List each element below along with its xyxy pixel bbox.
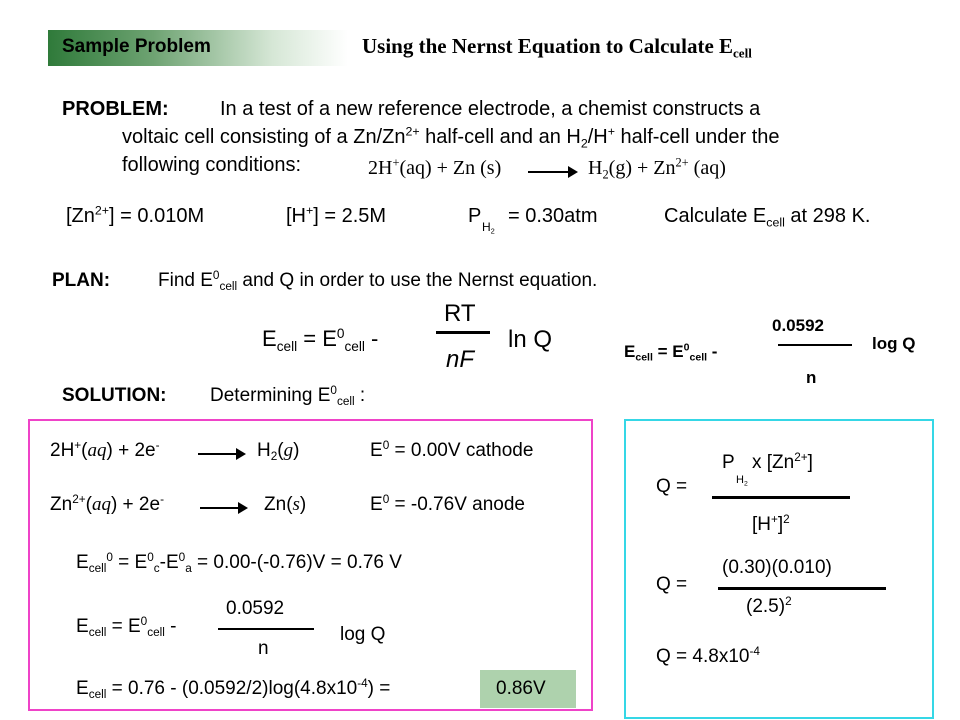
plan-eq2-tail: log Q	[872, 334, 916, 353]
plan-text: Find $E^0_{cell}$ and Q in order to use the Nernst equation.	[158, 268, 598, 294]
nernst-fraction-bar	[218, 628, 314, 630]
solution-text: Determining $E^0_{cell}$ :	[210, 383, 366, 409]
half-reaction-2: $Zn^{2+}(aq) + 2e^-$	[50, 492, 164, 515]
final-calculation: $E_{cell} = 0.76 - (0.0592/2)\log(4.8x10^{-4})$ =	[76, 676, 391, 702]
plan-eq2-fraction-bar	[778, 344, 852, 346]
q1-denominator: $[H^+]^2$	[752, 512, 790, 535]
condition-zn: $[Zn^{2+}] = 0.010M$	[66, 203, 205, 227]
problem-label: PROBLEM:	[62, 98, 169, 120]
plan-eq2-denominator: n	[806, 368, 817, 387]
nernst-denominator: n	[258, 638, 269, 659]
header-title: Using the Nernst Equation to Calculate $E_{cell}$	[362, 34, 752, 61]
condition-p-symbol: P	[468, 205, 482, 227]
condition-p-value: = 0.30atm	[508, 205, 598, 227]
plan-eq1-numerator: RT	[444, 300, 476, 327]
q2-numerator: (0.30)(0.010)	[722, 557, 832, 578]
q2-label: Q =	[656, 574, 688, 595]
reaction-arrow	[528, 171, 576, 173]
condition-p-subscript: $H_2$	[482, 220, 495, 236]
plan-eq2-numerator: 0.0592	[772, 316, 824, 335]
problem-line2: voltaic cell consisting of a $Zn/Zn^{2+}$ half-cell and an $H_2/H^+$ half-cell under the	[122, 124, 780, 151]
problem-line3: following conditions:	[122, 154, 301, 176]
half-reaction-1-arrow	[198, 453, 244, 455]
q2-denominator: $(2.5)^2$	[746, 594, 792, 617]
q2-fraction-bar	[718, 587, 886, 590]
plan-eq1-denominator: nF	[446, 346, 475, 373]
plan-eq2-lhs: $E_{cell} = E^0_{cell}$ -	[624, 341, 718, 364]
reaction-products: $H_2(g) + Zn^{2+}$ (aq)	[588, 155, 726, 182]
q1-numerator-p-subscript: $H_2$	[736, 474, 748, 488]
q1-numerator-p: P	[722, 452, 735, 473]
half-reaction-2-arrow	[200, 507, 246, 509]
half-reaction-1-potential: $E^0 = 0.00V$ cathode	[370, 438, 534, 461]
plan-eq1-fraction-bar	[436, 331, 490, 334]
header-tag: Sample Problem	[62, 36, 211, 57]
plan-eq1-lhs: $E_{cell} = E^0_{cell}$ -	[262, 325, 379, 354]
half-reaction-1: 2H+(aq) + 2e-	[50, 438, 160, 461]
final-answer: 0.86V	[496, 678, 546, 699]
solution-label: SOLUTION:	[62, 385, 167, 406]
nernst-lhs: $E_{cell} = E^0_{cell}$ -	[76, 614, 177, 640]
half-reaction-1-product: $H_2(g)$	[257, 440, 300, 464]
condition-calculate: Calculate $E_{cell}$ at 298 K.	[664, 205, 871, 230]
problem-line1: In a test of a new reference electrode, a chemist constructs a	[220, 98, 761, 120]
nernst-tail: log Q	[340, 624, 386, 645]
reaction-reactants: 2H+(aq) + Zn (s)	[368, 155, 502, 179]
condition-h: [H+] = 2.5M	[286, 203, 387, 227]
half-reaction-2-potential: $E^0 = -0.76V$ anode	[370, 492, 525, 515]
half-reaction-2-product: Zn(s)	[264, 494, 307, 515]
ecell0-calculation: $E_{cell}^0 = E^0_c-E^0_a = 0.00-(-0.76)V = 0.76$ V	[76, 550, 402, 576]
q1-fraction-bar	[712, 496, 850, 499]
plan-label: PLAN:	[52, 270, 111, 291]
plan-eq1-tail: ln Q	[508, 326, 553, 353]
q1-label: Q =	[656, 476, 688, 497]
q1-numerator-rest: x $[Zn^{2+}]$	[752, 450, 813, 473]
q3-result: $Q = 4.8x10^{-4}$	[656, 644, 760, 667]
nernst-numerator: 0.0592	[226, 598, 285, 619]
